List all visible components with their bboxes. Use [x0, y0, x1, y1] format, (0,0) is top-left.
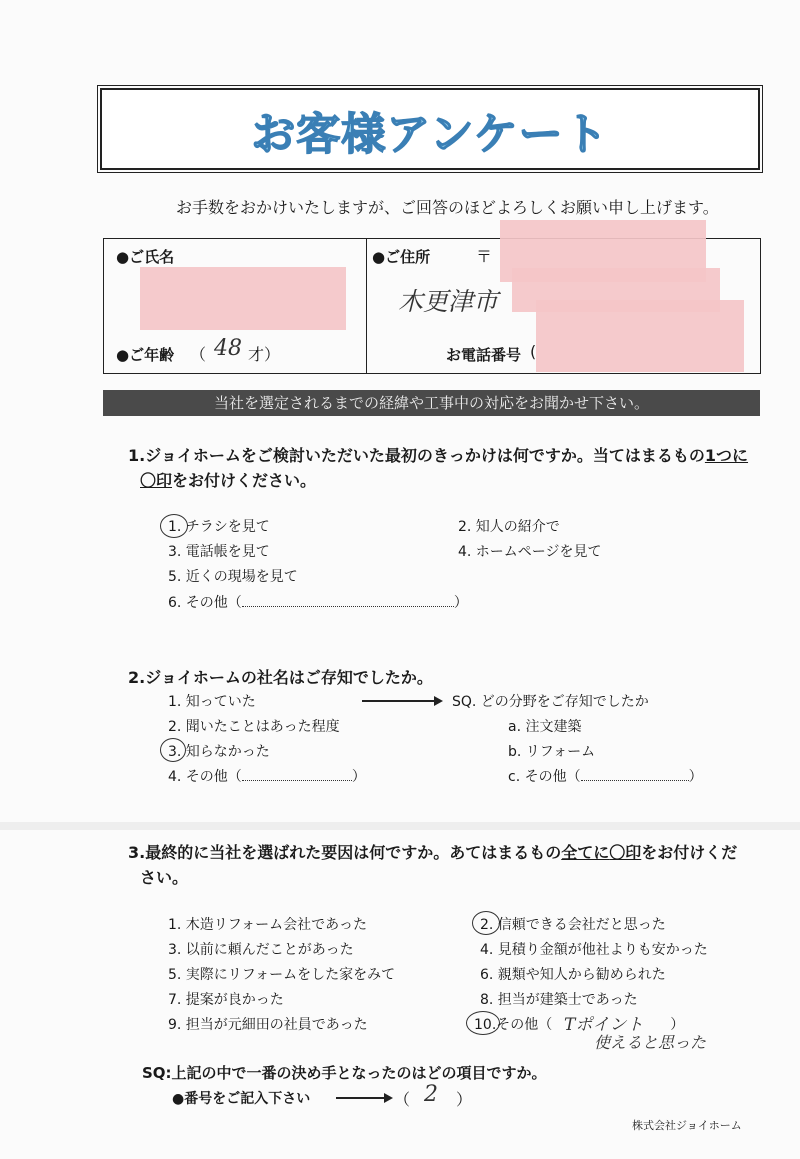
q3-question-line2: さい。 — [140, 868, 189, 887]
info-divider — [366, 238, 367, 374]
sq3-answer: 2 — [424, 1082, 438, 1107]
title-box — [100, 88, 760, 170]
sq3-open: （ — [394, 1090, 411, 1109]
q3-option-7: 7. 提案が良かった — [168, 992, 284, 1008]
postal-mark: 〒 — [476, 247, 493, 266]
q1-option-4: 4. ホームページを見て — [458, 544, 602, 560]
q1-question-line2: 〇印をお付けください。 — [140, 471, 317, 490]
q3-question: 3.最終的に当社を選ばれた要因は何ですか。あてはまるもの全てに〇印をお付けくだ — [128, 843, 738, 862]
q3-handwritten-1: Tポイント — [564, 1015, 644, 1035]
address-label: ●ご住所 — [372, 248, 431, 266]
q3-option-9: 9. 担当が元細田の社員であった — [168, 1017, 368, 1033]
survey-title: お客様アンケート — [251, 109, 609, 160]
q2-question: 2.ジョイホームの社名はご存知でしたか。 — [128, 668, 433, 687]
q3-handwritten-2: 使えると思った — [594, 1033, 707, 1052]
age-unit: 才） — [248, 345, 281, 364]
age-value: 48 — [214, 336, 242, 361]
sq3-arrow-head — [384, 1093, 393, 1103]
q2-sq-option-a: a. 注文建築 — [508, 719, 582, 735]
company-footer: 株式会社ジョイホーム — [632, 1119, 742, 1132]
age-label: ●ご年齢 — [116, 346, 175, 364]
q3-option-10: 10.その他（ ） — [474, 1017, 685, 1033]
q3-option-5: 5. 実際にリフォームをした家をみて — [168, 967, 396, 983]
q2-arrow — [362, 700, 436, 702]
q1-question: 1.ジョイホームをご検討いただいた最初のきっかけは何ですか。当てはまるもの1つに — [128, 446, 749, 465]
sq3-close: ） — [456, 1090, 473, 1109]
q3-option-8: 8. 担当が建築士であった — [480, 992, 638, 1008]
q2-sq-option-c: c. その他（ ） — [508, 766, 703, 786]
paper-fold — [0, 822, 800, 830]
q2-sq-option-b: b. リフォーム — [508, 744, 596, 760]
q3-option-6: 6. 親類や知人から勧められた — [480, 967, 666, 983]
section-banner: 当社を選定されるまでの経緯や工事中の対応をお聞かせ下さい。 — [103, 390, 760, 416]
name-redaction — [140, 267, 346, 330]
q2-option-1: 1. 知っていた — [168, 694, 256, 710]
q3-option-1: 1. 木造リフォーム会社であった — [168, 917, 367, 933]
q2-option-2: 2. 聞いたことはあった程度 — [168, 719, 340, 735]
phone-label: お電話番号 — [446, 346, 522, 364]
q2-sq: SQ. どの分野をご存知でしたか — [452, 694, 649, 710]
sq3-question: SQ:上記の中で一番の決め手となったのはどの項目ですか。 — [142, 1064, 547, 1082]
address-handwritten: 木更津市 — [398, 287, 499, 316]
name-label: ●ご氏名 — [116, 248, 175, 266]
q2-option-4: 4. その他（ ） — [168, 766, 366, 786]
q2-option-3: 3. 知らなかった — [168, 744, 270, 760]
q1-option-3: 3. 電話帳を見て — [168, 544, 270, 560]
q1-option-2: 2. 知人の紹介で — [458, 519, 560, 535]
sq3-arrow — [336, 1097, 386, 1099]
q1-option-6: 6. その他（ ） — [168, 592, 468, 612]
q1-option-1: 1. チラシを見て — [168, 519, 270, 535]
q3-option-3: 3. 以前に頼んだことがあった — [168, 942, 354, 958]
phone-redaction — [536, 300, 744, 372]
age-open: （ — [190, 345, 207, 364]
sq3-label: ●番号をご記入下さい — [172, 1091, 311, 1107]
intro-text: お手数をおかけいたしますが、ご回答のほどよろしくお願い申し上げます。 — [176, 198, 719, 217]
q3-option-2: 2. 信頼できる会社だと思った — [480, 917, 666, 933]
q2-arrow-head — [434, 696, 443, 706]
phone-open: ( — [530, 342, 537, 361]
q1-option-5: 5. 近くの現場を見て — [168, 569, 298, 585]
q3-option-4: 4. 見積り金額が他社よりも安かった — [480, 942, 708, 958]
